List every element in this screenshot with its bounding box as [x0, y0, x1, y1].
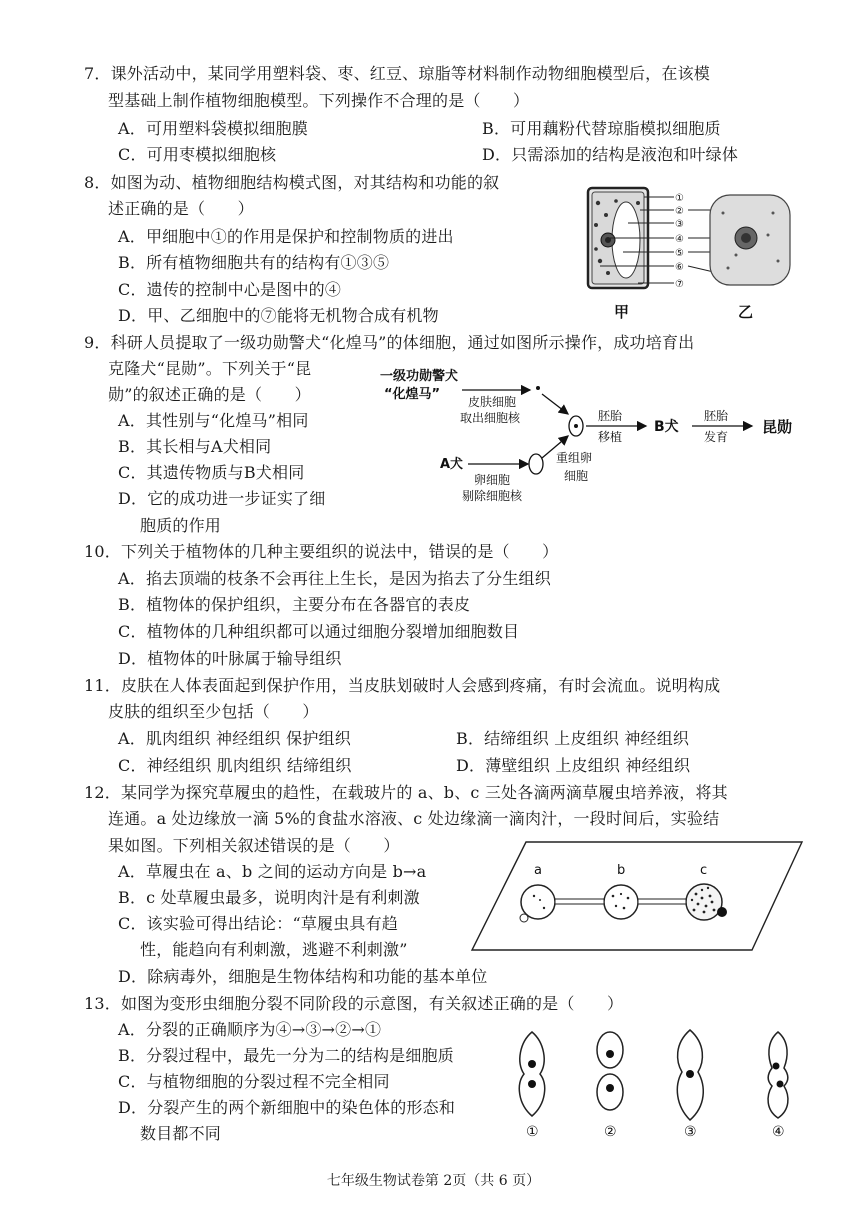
q9-stem-line2: 克隆犬“昆勋”。下列关于“昆 [108, 359, 312, 378]
amoeba-stage-1 [519, 1032, 544, 1116]
q8-option-c: C．遗传的控制中心是图中的④ [118, 280, 342, 299]
q11-option-c: C．神经组织 肌肉组织 结缔组织 [118, 756, 352, 775]
q11-option-b: B．结缔组织 上皮组织 神经组织 [456, 729, 690, 748]
broth-drop [717, 907, 727, 917]
q12-option-c: C．该实验可得出结论：“草履虫具有趋 [118, 914, 399, 933]
embryo-transfer-b: 移植 [598, 430, 623, 444]
q10-option-b: B．植物体的保护组织，主要分布在各器官的表皮 [118, 595, 471, 614]
embryo-develop-a: 胚胎 [704, 409, 729, 423]
page-footer: 七年级生物试卷第 2页（共 6 页） [326, 1173, 541, 1189]
stage-label-2: ② [604, 1124, 617, 1140]
q10-option-d: D．植物体的叶脉属于输导组织 [118, 649, 342, 668]
q8-stem-line1: 8．如图为动、植物细胞结构模式图，对其结构和功能的叙 [84, 173, 500, 192]
step2-label-a: 卵细胞 [474, 473, 511, 487]
q7-stem-line2: 型基础上制作植物细胞模型。下列操作不合理的是（ ） [108, 91, 530, 110]
stage-label-3: ③ [684, 1124, 697, 1140]
dog-b-label: B犬 [654, 419, 679, 435]
q7-option-b: B．可用藕粉代替琼脂模拟细胞质 [482, 119, 721, 138]
cell-label-jia: 甲 [614, 303, 630, 321]
q12-option-b: B．c 处草履虫最多，说明肉汁是有利刺激 [118, 888, 420, 907]
q12-stem-line3: 果如图。下列相关叙述错误的是（ ） [108, 836, 400, 855]
label-1: ① [675, 193, 684, 204]
cell-structure-figure [578, 183, 808, 325]
q13-option-d-cont: 数目都不同 [140, 1124, 222, 1143]
q7-option-a: A．可用塑料袋模拟细胞膜 [118, 119, 308, 138]
q10-option-c: C．植物体的几种组织都可以通过细胞分裂增加细胞数目 [118, 622, 520, 641]
label-7: ⑦ [675, 279, 684, 290]
salt-drop [520, 914, 528, 922]
q10-stem: 10．下列关于植物体的几种主要组织的说法中，错误的是（ ） [84, 542, 559, 561]
plant-vacuole [612, 202, 640, 278]
label-6: ⑥ [675, 262, 684, 273]
q12-stem-line1: 12．某同学为探究草履虫的趋性，在载玻片的 a、b、c 三处各滴两滴草履虫培养液，将其 [84, 783, 728, 802]
q11-stem-line2: 皮肤的组织至少包括（ ） [108, 702, 319, 721]
q11-stem-line1: 11．皮肤在人体表面起到保护作用，当皮肤划破时人会感到疼痛，有时会流血。说明构成 [84, 676, 721, 695]
enucleated-egg [529, 454, 543, 474]
q12-option-d: D．除病毒外，细胞是生物体结构和功能的基本单位 [118, 967, 488, 986]
donor-label-2: “化煌马” [384, 387, 441, 402]
q11-option-d: D．薄壁组织 上皮组织 神经组织 [456, 756, 691, 775]
q12-stem-line2: 连通。a 处边缘放一滴 5%的食盐水溶液、c 处边缘滴一滴肉汁，一段时间后，实验结 [108, 809, 720, 828]
recombined-egg-label-2: 细胞 [564, 469, 589, 483]
q9-stem-line3: 勋”的叙述正确的是（ ） [108, 385, 311, 404]
label-2: ② [675, 206, 684, 217]
cloning-flow-diagram [370, 364, 810, 514]
q12-option-c-cont: 性，能趋向有利刺激，逃避不利刺激” [140, 940, 408, 959]
embryo-transfer-a: 胚胎 [598, 409, 623, 423]
q9-option-c: C．其遗传物质与B犬相同 [118, 463, 305, 482]
drop-c-label: c [700, 863, 708, 878]
q8-option-d: D．甲、乙细胞中的⑦能将无机物合成有机物 [118, 306, 439, 325]
label-4: ④ [675, 234, 684, 245]
cell-label-yi: 乙 [738, 303, 754, 321]
q10-option-a: A．掐去顶端的枝条不会再往上生长，是因为掐去了分生组织 [118, 569, 551, 588]
recombined-egg-label-1: 重组卵 [556, 451, 593, 465]
q7-option-c: C．可用枣模拟细胞核 [118, 145, 277, 164]
amoeba-division-figure [506, 1022, 806, 1140]
donor-label-1: 一级功勋警犬 [380, 369, 459, 384]
q9-option-b: B．其长相与A犬相同 [118, 437, 272, 456]
q13-option-a: A．分裂的正确顺序为④→③→②→① [118, 1020, 382, 1039]
q9-option-d: D．它的成功进一步证实了细 [118, 489, 326, 508]
q7-stem-line1: 7．课外活动中，某同学用塑料袋、枣、红豆、琼脂等材料制作动物细胞模型后，在该模 [84, 64, 710, 83]
donor-nucleus [536, 386, 540, 390]
stage-label-1: ① [526, 1124, 539, 1140]
q13-option-c: C．与植物细胞的分裂过程不完全相同 [118, 1072, 390, 1091]
stage-label-4: ④ [772, 1124, 785, 1140]
q13-option-b: B．分裂过程中，最先一分为二的结构是细胞质 [118, 1046, 454, 1065]
q8-option-b: B．所有植物细胞共有的结构有①③⑤ [118, 253, 390, 272]
step1-label-a: 皮肤细胞 [468, 395, 517, 409]
q13-option-d: D．分裂产生的两个新细胞中的染色体的形态和 [118, 1098, 456, 1117]
dog-a-label: A犬 [440, 457, 464, 472]
drop-a [521, 885, 555, 919]
amoeba-stage-4 [768, 1032, 788, 1118]
q9-option-d-cont: 胞质的作用 [140, 516, 222, 535]
q12-option-a: A．草履虫在 a、b 之间的运动方向是 b→a [118, 862, 427, 881]
q13-stem: 13．如图为变形虫细胞分裂不同阶段的示意图，有关叙述正确的是（ ） [84, 994, 624, 1013]
q8-stem-line2: 述正确的是（ ） [108, 199, 254, 218]
label-5: ⑤ [675, 248, 684, 259]
step1-label-b: 取出细胞核 [460, 411, 521, 425]
q7-option-d: D．只需添加的结构是液泡和叶绿体 [482, 145, 739, 164]
embryo-develop-b: 发育 [704, 430, 729, 444]
q9-option-a: A．其性别与“化煌马”相同 [118, 411, 309, 430]
result-dog-label: 昆勋 [762, 418, 793, 436]
drop-b [604, 885, 638, 919]
q8-option-a: A．甲细胞中①的作用是保护和控制物质的进出 [118, 227, 454, 246]
drop-c [686, 884, 722, 920]
step2-label-b: 剔除细胞核 [462, 489, 523, 503]
q11-option-a: A．肌肉组织 神经组织 保护组织 [118, 729, 351, 748]
drop-a-label: a [534, 863, 542, 878]
paramecium-slide-figure [466, 838, 806, 958]
label-3: ③ [675, 219, 684, 230]
q9-stem-line1: 9．科研人员提取了一级功勋警犬“化煌马”的体细胞，通过如图所示操作，成功培育出 [84, 333, 695, 352]
drop-b-label: b [617, 863, 626, 878]
